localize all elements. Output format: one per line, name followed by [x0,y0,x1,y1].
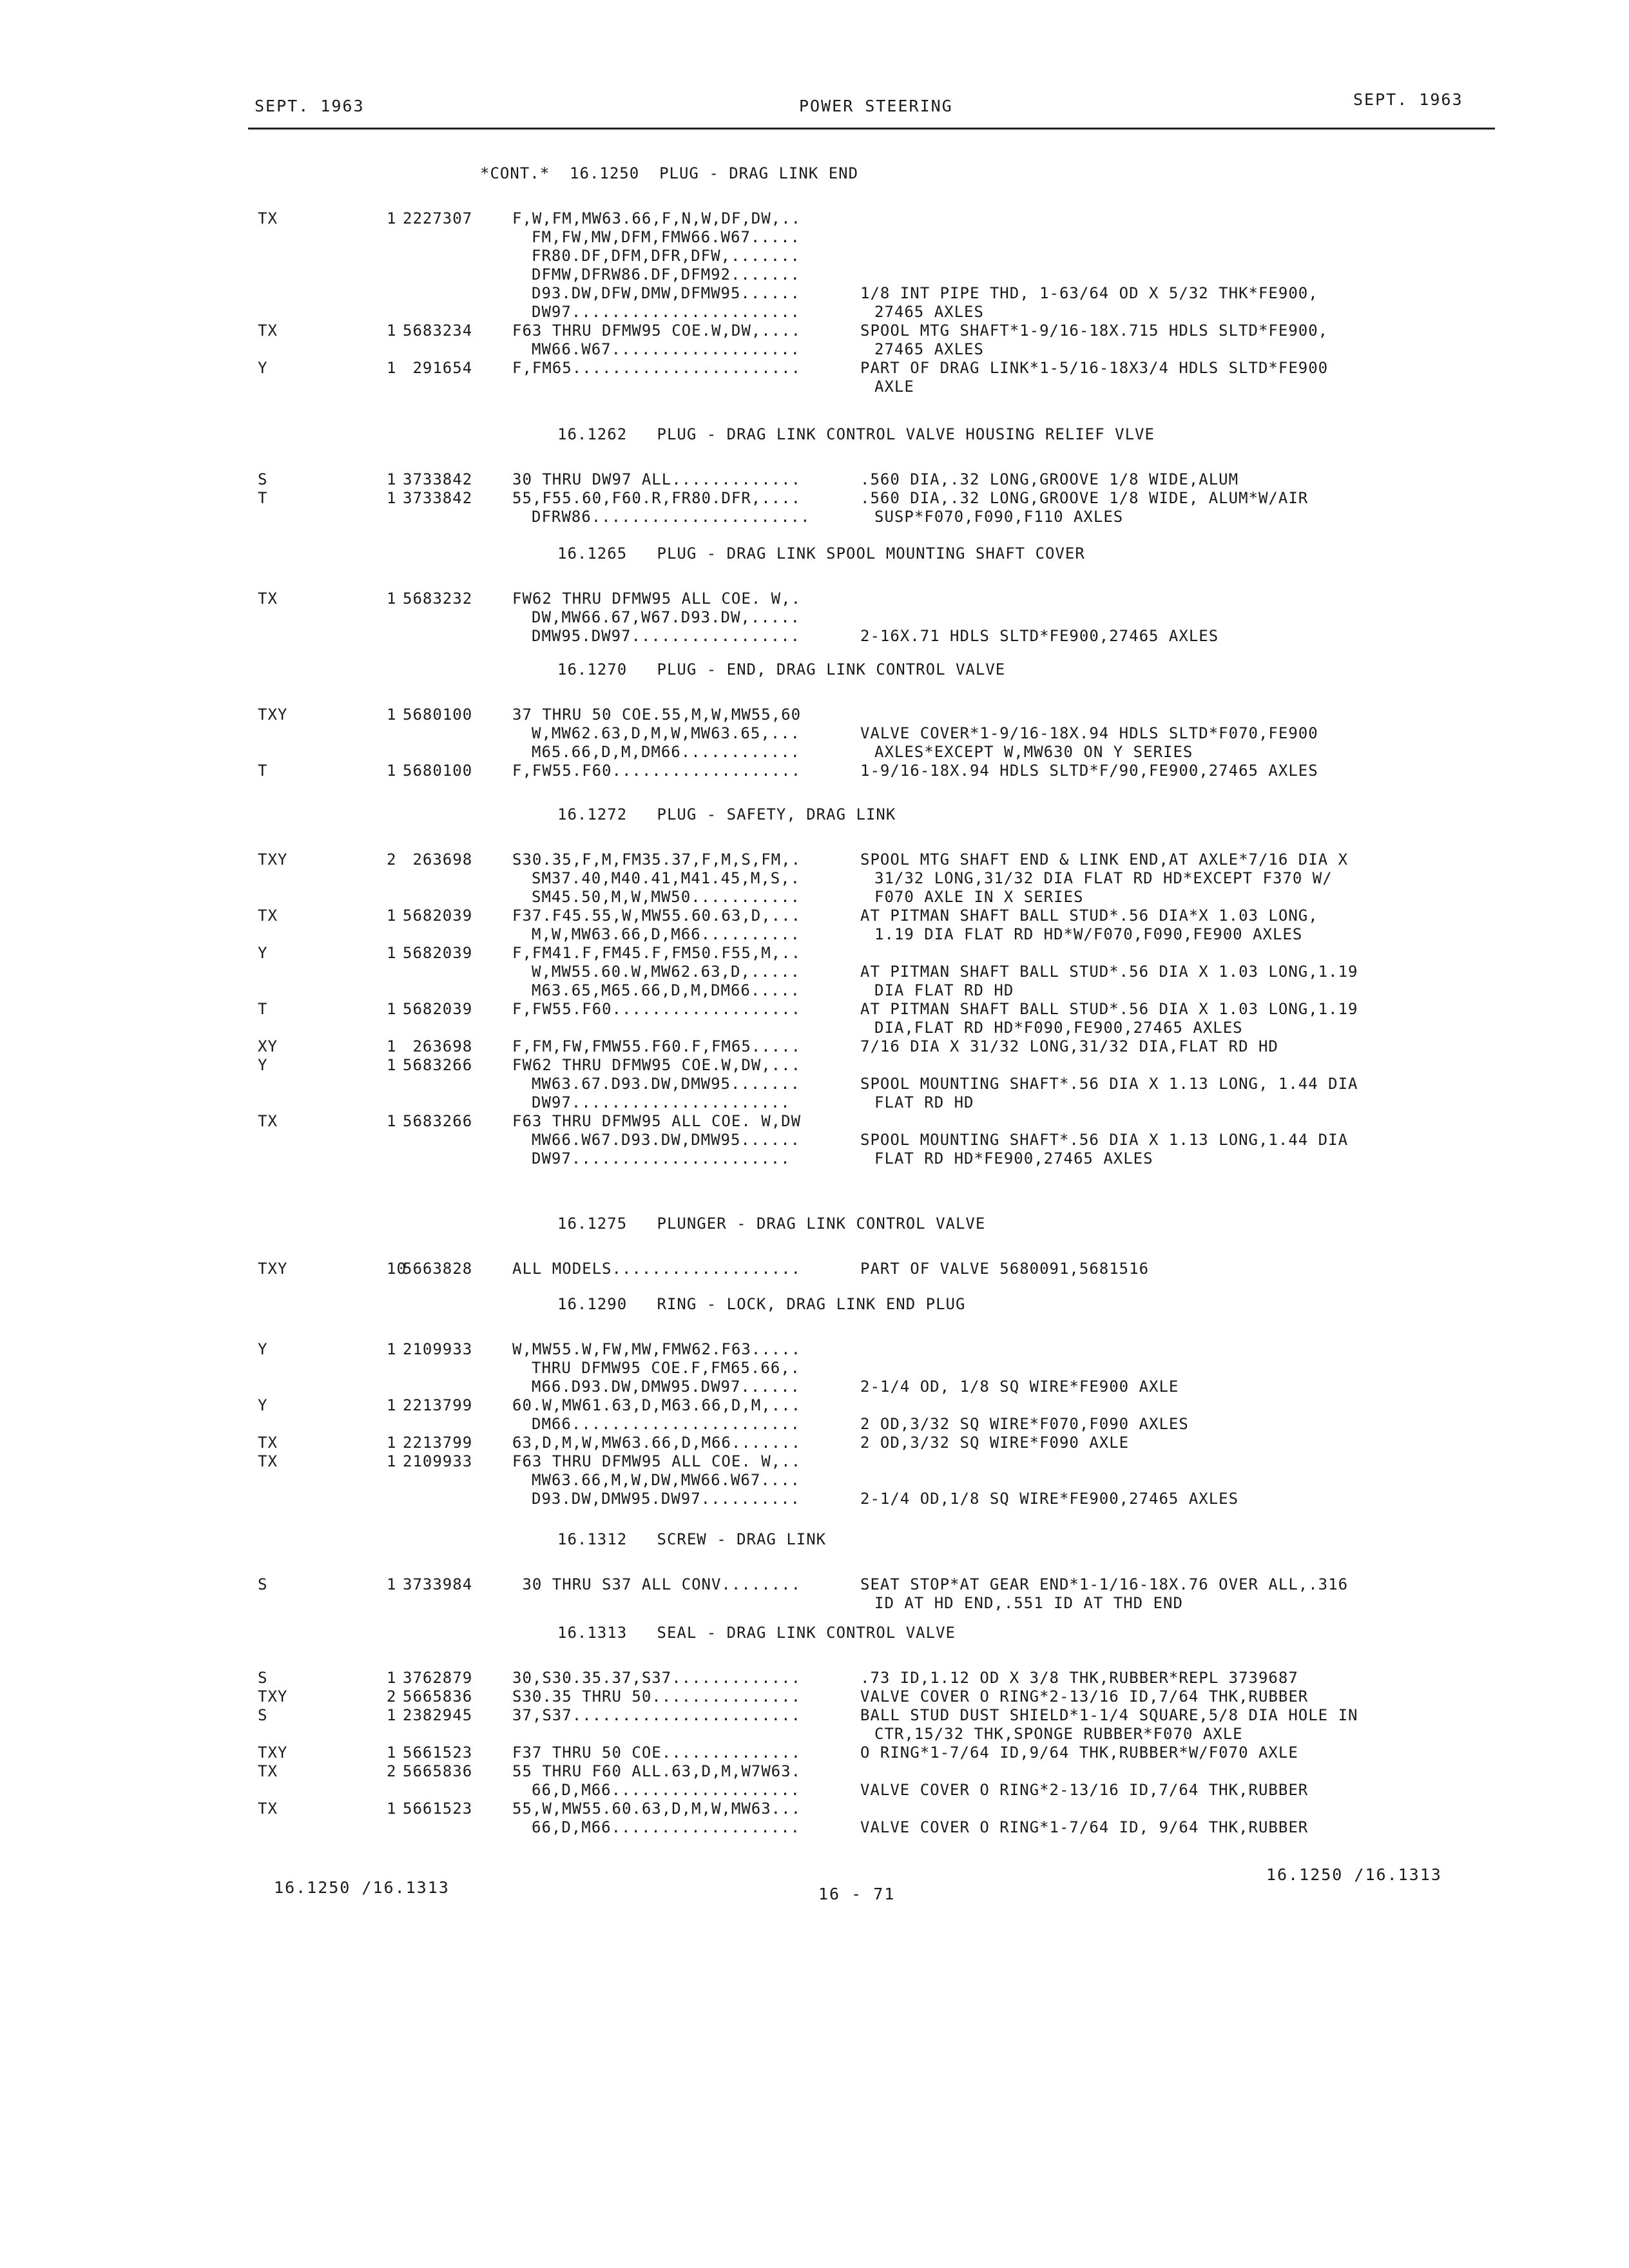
header-date-left: SEPT. 1963 [255,97,365,115]
part-number: 3733842 [403,470,473,488]
part-number: 5665836 [403,1687,473,1706]
header-rule [248,128,1495,130]
model-code: TX [258,907,278,925]
part-description: SPOOL MOUNTING SHAFT*.56 DIA X 1.13 LONG, 1.44 DIA [860,1075,1358,1093]
part-number: 5683266 [403,1056,473,1074]
model-code: TXY [258,850,288,869]
applicable-models: F,FM,FW,FMW55.F60.F,FM65..... [512,1037,802,1055]
quantity: 2 [387,850,397,869]
applicable-models: 66,D,M66................... [532,1818,801,1836]
part-description: SPOOL MOUNTING SHAFT*.56 DIA X 1.13 LONG,1.44 DIA [860,1131,1349,1149]
part-number: 2213799 [403,1434,473,1452]
section-title: 16.1275 PLUNGER - DRAG LINK CONTROL VALVE [557,1215,986,1233]
applicable-models: FM,FW,MW,DFM,FMW66.W67..... [532,228,801,246]
applicable-models: M66.D93.DW,DMW95.DW97...... [532,1378,801,1396]
quantity: 1 [387,1575,397,1593]
quantity: 1 [387,1434,397,1452]
applicable-models: 37 THRU 50 COE.55,M,W,MW55,60 [512,706,802,724]
quantity: 1 [387,1706,397,1724]
model-code: T [258,1000,268,1018]
applicable-models: 55 THRU F60 ALL.63,D,M,W7W63. [512,1762,802,1780]
model-code: S [258,1575,268,1593]
quantity: 1 [387,1340,397,1358]
quantity: 1 [387,1800,397,1818]
quantity: 1 [387,470,397,488]
part-description: CTR,15/32 THK,SPONGE RUBBER*F070 AXLE [874,1725,1243,1743]
model-code: TX [258,1434,278,1452]
quantity: 1 [387,1396,397,1414]
model-code: TX [258,1452,278,1470]
applicable-models: FW62 THRU DFMW95 COE.W,DW,... [512,1056,802,1074]
model-code: TX [258,322,278,340]
part-description: PART OF VALVE 5680091,5681516 [860,1260,1150,1278]
model-code: Y [258,1056,268,1074]
model-code: TXY [258,1260,288,1278]
applicable-models: D93.DW,DFW,DMW,DFMW95...... [532,284,801,302]
part-description: 1-9/16-18X.94 HDLS SLTD*F/90,FE900,27465 AXLES [860,762,1318,780]
applicable-models: F,FW55.F60................... [512,1000,802,1018]
part-description: 1.19 DIA FLAT RD HD*W/F070,F090,FE900 AXLES [874,925,1303,943]
section-title: 16.1265 PLUG - DRAG LINK SPOOL MOUNTING SHAFT COVER [557,544,1085,562]
applicable-models: F,FM41.F,FM45.F,FM50.F55,M,.. [512,944,802,962]
applicable-models: F,W,FM,MW63.66,F,N,W,DF,DW,.. [512,209,802,227]
section-title: 16.1313 SEAL - DRAG LINK CONTROL VALVE [557,1624,956,1642]
part-description: AXLE [874,378,914,396]
quantity: 1 [387,209,397,227]
applicable-models: 60.W,MW61.63,D,M63.66,D,M,... [512,1396,802,1414]
applicable-models: F37.F45.55,W,MW55.60.63,D,... [512,907,802,925]
part-description: DIA,FLAT RD HD*F090,FE900,27465 AXLES [874,1019,1243,1037]
model-code: S [258,1669,268,1687]
applicable-models: DM66....................... [532,1415,801,1433]
model-code: TXY [258,1744,288,1762]
applicable-models: SM37.40,M40.41,M41.45,M,S,. [532,869,801,887]
part-number: 5663828 [403,1260,473,1278]
part-number: 5682039 [403,907,473,925]
quantity: 1 [387,1744,397,1762]
quantity: 10 [387,1260,407,1278]
applicable-models: DFMW,DFRW86.DF,DFM92....... [532,265,801,284]
quantity: 1 [387,944,397,962]
applicable-models: FW62 THRU DFMW95 ALL COE. W,. [512,590,802,608]
part-number: 263698 [403,850,473,869]
model-code: T [258,762,268,780]
applicable-models: 66,D,M66................... [532,1781,801,1799]
applicable-models: M,W,MW63.66,D,M66.......... [532,925,801,943]
applicable-models: DW97....................... [532,303,801,321]
model-code: T [258,489,268,507]
footer-range-right: 16.1250 /16.1313 [1266,1865,1442,1884]
applicable-models: W,MW62.63,D,M,W,MW63.65,... [532,724,801,742]
quantity: 1 [387,1452,397,1470]
part-number: 3733842 [403,489,473,507]
part-description: 7/16 DIA X 31/32 LONG,31/32 DIA,FLAT RD HD [860,1037,1278,1055]
quantity: 1 [387,489,397,507]
applicable-models: FR80.DF,DFM,DFR,DFW,....... [532,247,801,265]
part-description: 2 OD,3/32 SQ WIRE*F070,F090 AXLES [860,1415,1189,1433]
part-description: 2 OD,3/32 SQ WIRE*F090 AXLE [860,1434,1130,1452]
model-code: TX [258,1112,278,1130]
part-number: 5680100 [403,706,473,724]
part-number: 5682039 [403,944,473,962]
part-description: ID AT HD END,.551 ID AT THD END [874,1594,1183,1612]
part-description: 2-1/4 OD, 1/8 SQ WIRE*FE900 AXLE [860,1378,1179,1396]
section-title: 16.1272 PLUG - SAFETY, DRAG LINK [557,805,896,823]
applicable-models: W,MW55.60.W,MW62.63,D,..... [532,963,801,981]
part-description: FLAT RD HD [874,1093,974,1111]
part-description: VALVE COVER O RING*2-13/16 ID,7/64 THK,RUBBER [860,1781,1309,1799]
model-code: S [258,470,268,488]
applicable-models: DW,MW66.67,W67.D93.DW,..... [532,608,801,626]
applicable-models: 30,S30.35.37,S37............. [512,1669,802,1687]
applicable-models: F,FW55.F60................... [512,762,802,780]
model-code: XY [258,1037,278,1055]
applicable-models: MW63.67.D93.DW,DMW95....... [532,1075,801,1093]
part-number: 2227307 [403,209,473,227]
quantity: 1 [387,907,397,925]
section-title: *CONT.* 16.1250 PLUG - DRAG LINK END [480,164,859,182]
part-number: 5665836 [403,1762,473,1780]
applicable-models: 55,W,MW55.60.63,D,M,W,MW63... [512,1800,802,1818]
part-description: AXLES*EXCEPT W,MW630 ON Y SERIES [874,743,1193,761]
applicable-models: S30.35,F,M,FM35.37,F,M,S,FM,. [512,850,802,869]
applicable-models: THRU DFMW95 COE.F,FM65.66,. [532,1359,801,1377]
applicable-models: MW66.W67.D93.DW,DMW95...... [532,1131,801,1149]
part-number: 2109933 [403,1452,473,1470]
header-date-right: SEPT. 1963 [1353,90,1463,109]
part-number: 2109933 [403,1340,473,1358]
part-description: 1/8 INT PIPE THD, 1-63/64 OD X 5/32 THK*FE900, [860,284,1318,302]
part-description: SPOOL MTG SHAFT*1-9/16-18X.715 HDLS SLTD*FE900, [860,322,1329,340]
part-number: 263698 [403,1037,473,1055]
part-description: DIA FLAT RD HD [874,981,1014,999]
section-title: 16.1312 SCREW - DRAG LINK [557,1530,827,1548]
part-description: VALVE COVER O RING*1-7/64 ID, 9/64 THK,RUBBER [860,1818,1309,1836]
part-number: 5661523 [403,1744,473,1762]
part-description: O RING*1-7/64 ID,9/64 THK,RUBBER*W/F070 AXLE [860,1744,1298,1762]
part-number: 291654 [403,359,473,377]
applicable-models: MW63.66,M,W,DW,MW66.W67.... [532,1471,801,1489]
part-description: VALVE COVER O RING*2-13/16 ID,7/64 THK,RUBBER [860,1687,1309,1706]
part-number: 2382945 [403,1706,473,1724]
part-description: 2-1/4 OD,1/8 SQ WIRE*FE900,27465 AXLES [860,1490,1239,1508]
applicable-models: M65.66,D,M,DM66............ [532,743,801,761]
applicable-models: ALL MODELS................... [512,1260,802,1278]
part-number: 3762879 [403,1669,473,1687]
part-description: AT PITMAN SHAFT BALL STUD*.56 DIA X 1.03 LONG,1.19 [860,1000,1358,1018]
model-code: Y [258,1340,268,1358]
applicable-models: F63 THRU DFMW95 ALL COE. W,.. [512,1452,802,1470]
applicable-models: 63,D,M,W,MW63.66,D,M66....... [512,1434,802,1452]
applicable-models: DW97...................... [532,1093,791,1111]
section-title: 16.1270 PLUG - END, DRAG LINK CONTROL VALVE [557,660,1006,678]
part-number: 5683234 [403,322,473,340]
applicable-models: M63.65,M65.66,D,M,DM66..... [532,981,801,999]
part-description: PART OF DRAG LINK*1-5/16-18X3/4 HDLS SLTD*FE900 [860,359,1329,377]
model-code: TXY [258,706,288,724]
model-code: TX [258,1762,278,1780]
quantity: 2 [387,1762,397,1780]
part-description: 31/32 LONG,31/32 DIA FLAT RD HD*EXCEPT F370 W/ [874,869,1333,887]
quantity: 1 [387,1669,397,1687]
applicable-models: 30 THRU DW97 ALL............. [512,470,802,488]
quantity: 1 [387,322,397,340]
applicable-models: F37 THRU 50 COE.............. [512,1744,802,1762]
part-description: SUSP*F070,F090,F110 AXLES [874,508,1124,526]
part-number: 5683266 [403,1112,473,1130]
applicable-models: W,MW55.W,FW,MW,FMW62.F63..... [512,1340,802,1358]
part-description: F070 AXLE IN X SERIES [874,888,1084,906]
quantity: 1 [387,706,397,724]
section-title: 16.1290 RING - LOCK, DRAG LINK END PLUG [557,1295,966,1313]
model-code: TX [258,590,278,608]
part-description: AT PITMAN SHAFT BALL STUD*.56 DIA X 1.03 LONG,1.19 [860,963,1358,981]
quantity: 1 [387,359,397,377]
part-description: .560 DIA,.32 LONG,GROOVE 1/8 WIDE,ALUM [860,470,1239,488]
part-number: 2213799 [403,1396,473,1414]
applicable-models: 37,S37....................... [512,1706,802,1724]
applicable-models: 30 THRU S37 ALL CONV........ [512,1575,802,1593]
quantity: 1 [387,1056,397,1074]
part-description: VALVE COVER*1-9/16-18X.94 HDLS SLTD*F070,FE900 [860,724,1318,742]
section-title: 16.1262 PLUG - DRAG LINK CONTROL VALVE HOUSING RELIEF VLVE [557,425,1155,443]
quantity: 1 [387,1000,397,1018]
quantity: 1 [387,590,397,608]
model-code: Y [258,1396,268,1414]
part-description: .73 ID,1.12 OD X 3/8 THK,RUBBER*REPL 3739687 [860,1669,1298,1687]
part-description: 27465 AXLES [874,303,984,321]
part-description: BALL STUD DUST SHIELD*1-1/4 SQUARE,5/8 DIA HOLE IN [860,1706,1358,1724]
quantity: 2 [387,1687,397,1706]
footer-range-left: 16.1250 /16.1313 [274,1878,450,1897]
page-number: 16 - 71 [818,1885,896,1903]
applicable-models: MW66.W67................... [532,340,801,358]
part-number: 5680100 [403,762,473,780]
applicable-models: F63 THRU DFMW95 ALL COE. W,DW [512,1112,802,1130]
applicable-models: DMW95.DW97................. [532,627,801,645]
part-description: .560 DIA,.32 LONG,GROOVE 1/8 WIDE, ALUM*W/AIR [860,489,1309,507]
part-number: 5661523 [403,1800,473,1818]
part-description: SEAT STOP*AT GEAR END*1-1/16-18X.76 OVER ALL,.316 [860,1575,1349,1593]
part-description: AT PITMAN SHAFT BALL STUD*.56 DIA*X 1.03 LONG, [860,907,1318,925]
model-code: Y [258,944,268,962]
applicable-models: F,FM65....................... [512,359,802,377]
part-description: 27465 AXLES [874,340,984,358]
applicable-models: D93.DW,DMW95.DW97.......... [532,1490,801,1508]
model-code: TX [258,1800,278,1818]
model-code: TX [258,209,278,227]
quantity: 1 [387,762,397,780]
quantity: 1 [387,1037,397,1055]
part-description: 2-16X.71 HDLS SLTD*FE900,27465 AXLES [860,627,1219,645]
part-number: 5683232 [403,590,473,608]
applicable-models: SM45.50,M,W,MW50........... [532,888,801,906]
applicable-models: S30.35 THRU 50............... [512,1687,802,1706]
applicable-models: 55,F55.60,F60.R,FR80.DFR,.... [512,489,802,507]
applicable-models: DFRW86...................... [532,508,811,526]
header-title: POWER STEERING [799,97,953,115]
part-description: SPOOL MTG SHAFT END & LINK END,AT AXLE*7/16 DIA X [860,850,1349,869]
part-number: 5682039 [403,1000,473,1018]
applicable-models: DW97...................... [532,1149,791,1168]
part-number: 3733984 [403,1575,473,1593]
model-code: Y [258,359,268,377]
applicable-models: F63 THRU DFMW95 COE.W,DW,.... [512,322,802,340]
model-code: TXY [258,1687,288,1706]
part-description: FLAT RD HD*FE900,27465 AXLES [874,1149,1153,1168]
quantity: 1 [387,1112,397,1130]
model-code: S [258,1706,268,1724]
